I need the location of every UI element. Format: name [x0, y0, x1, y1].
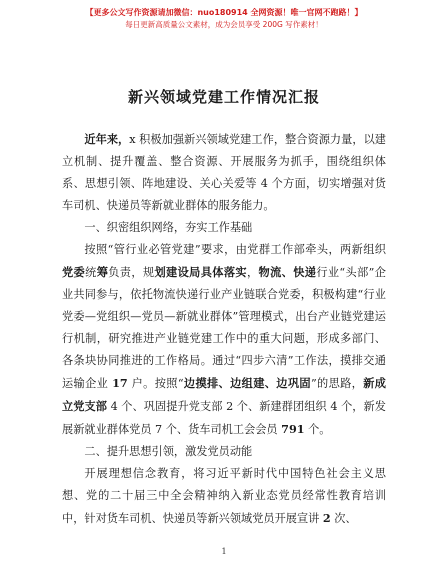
p2-bold-j: 17: [112, 376, 128, 390]
p3-bold-b: 2: [322, 511, 331, 525]
p2-bold-n: 新成立党支部: [62, 376, 386, 413]
document-body: [62, 128, 386, 530]
p2-bold-b: 党委: [62, 265, 86, 279]
p2-text-g: ，: [246, 266, 259, 279]
p2-text-e: 负责，规: [108, 266, 155, 279]
p2-text-i: 行业“头部”企业共同参与，依托物流快递行业产业链联合党委，积极构建“行业党委—党组织—党员—新就业群体”管理模式，出台产业链党建运行机制，研究推进产业链党建工作中的重大问题，形成多部门、各条块协同推进的工作格局。通过“四步六清”工作法，摸排交通运输企业: [62, 266, 386, 390]
p2-text-k: 户。按照“: [127, 377, 184, 390]
p2-text-a: 按照“管行业必管党建”要求，由党群工作部牵头，两新组织: [84, 243, 386, 256]
page-number: 1: [221, 547, 227, 556]
intro-lead: 近年来，: [84, 132, 130, 146]
promo-banner-line2: 每日更新高质量公文素材，成为会员享受 200G 写作素材！: [125, 20, 323, 29]
promo-banner: [0, 6, 448, 31]
p2-bold-p: 791: [281, 422, 305, 436]
p2-bold-l: 边摸排、边组建、边巩固: [183, 376, 311, 390]
p2-text-o: 4 个、巩固提升党支部 2 个、新建群团组织 4 个，新发展新就业群体党员 7 个、货车司机工会会员: [62, 400, 386, 436]
section-heading-2: 二、提升思想引领，激发党员动能: [84, 445, 253, 458]
paragraph-organization: [62, 239, 386, 441]
document-title: 新兴领域党建工作情况汇报: [127, 88, 320, 106]
section-heading-1: 一、织密组织网络，夯实工作基础: [84, 221, 253, 234]
p2-bold-f: 划建设局具体落实: [154, 265, 247, 279]
p2-bold-d: 筹: [96, 265, 109, 279]
p2-bold-h: 物流、快递: [258, 265, 317, 279]
intro-text: x 积极加强新兴领域党建工作，整合资源力量，以建立机制、提升覆盖、整合资源、开展服务为抓手，围绕组织体系、思想引领、阵地建设、关心关爱等 4 个方面，切实增强对货车司机、快递员等新就业群体的服务能力。: [62, 133, 386, 212]
p2-text-c: 统: [85, 266, 97, 279]
promo-banner-line1: 【更多公文写作资源请加微信：nuo180914 全网资源！唯一官网不跑路！】: [85, 8, 363, 17]
p3-text-c: 次、: [330, 512, 357, 525]
p2-text-m: ”的思路，: [310, 377, 364, 390]
p2-text-q: 个。: [304, 423, 331, 436]
p3-text-a: 开展理想信念教育，将习近平新时代中国特色社会主义思想、党的二十届三中全会精神纳入新业态党员经常性教育培训中，针对货车司机、快递员等新兴领域党员开展宣讲: [62, 467, 386, 525]
paragraph-ideology: [62, 463, 386, 530]
paragraph-intro: [62, 128, 386, 217]
